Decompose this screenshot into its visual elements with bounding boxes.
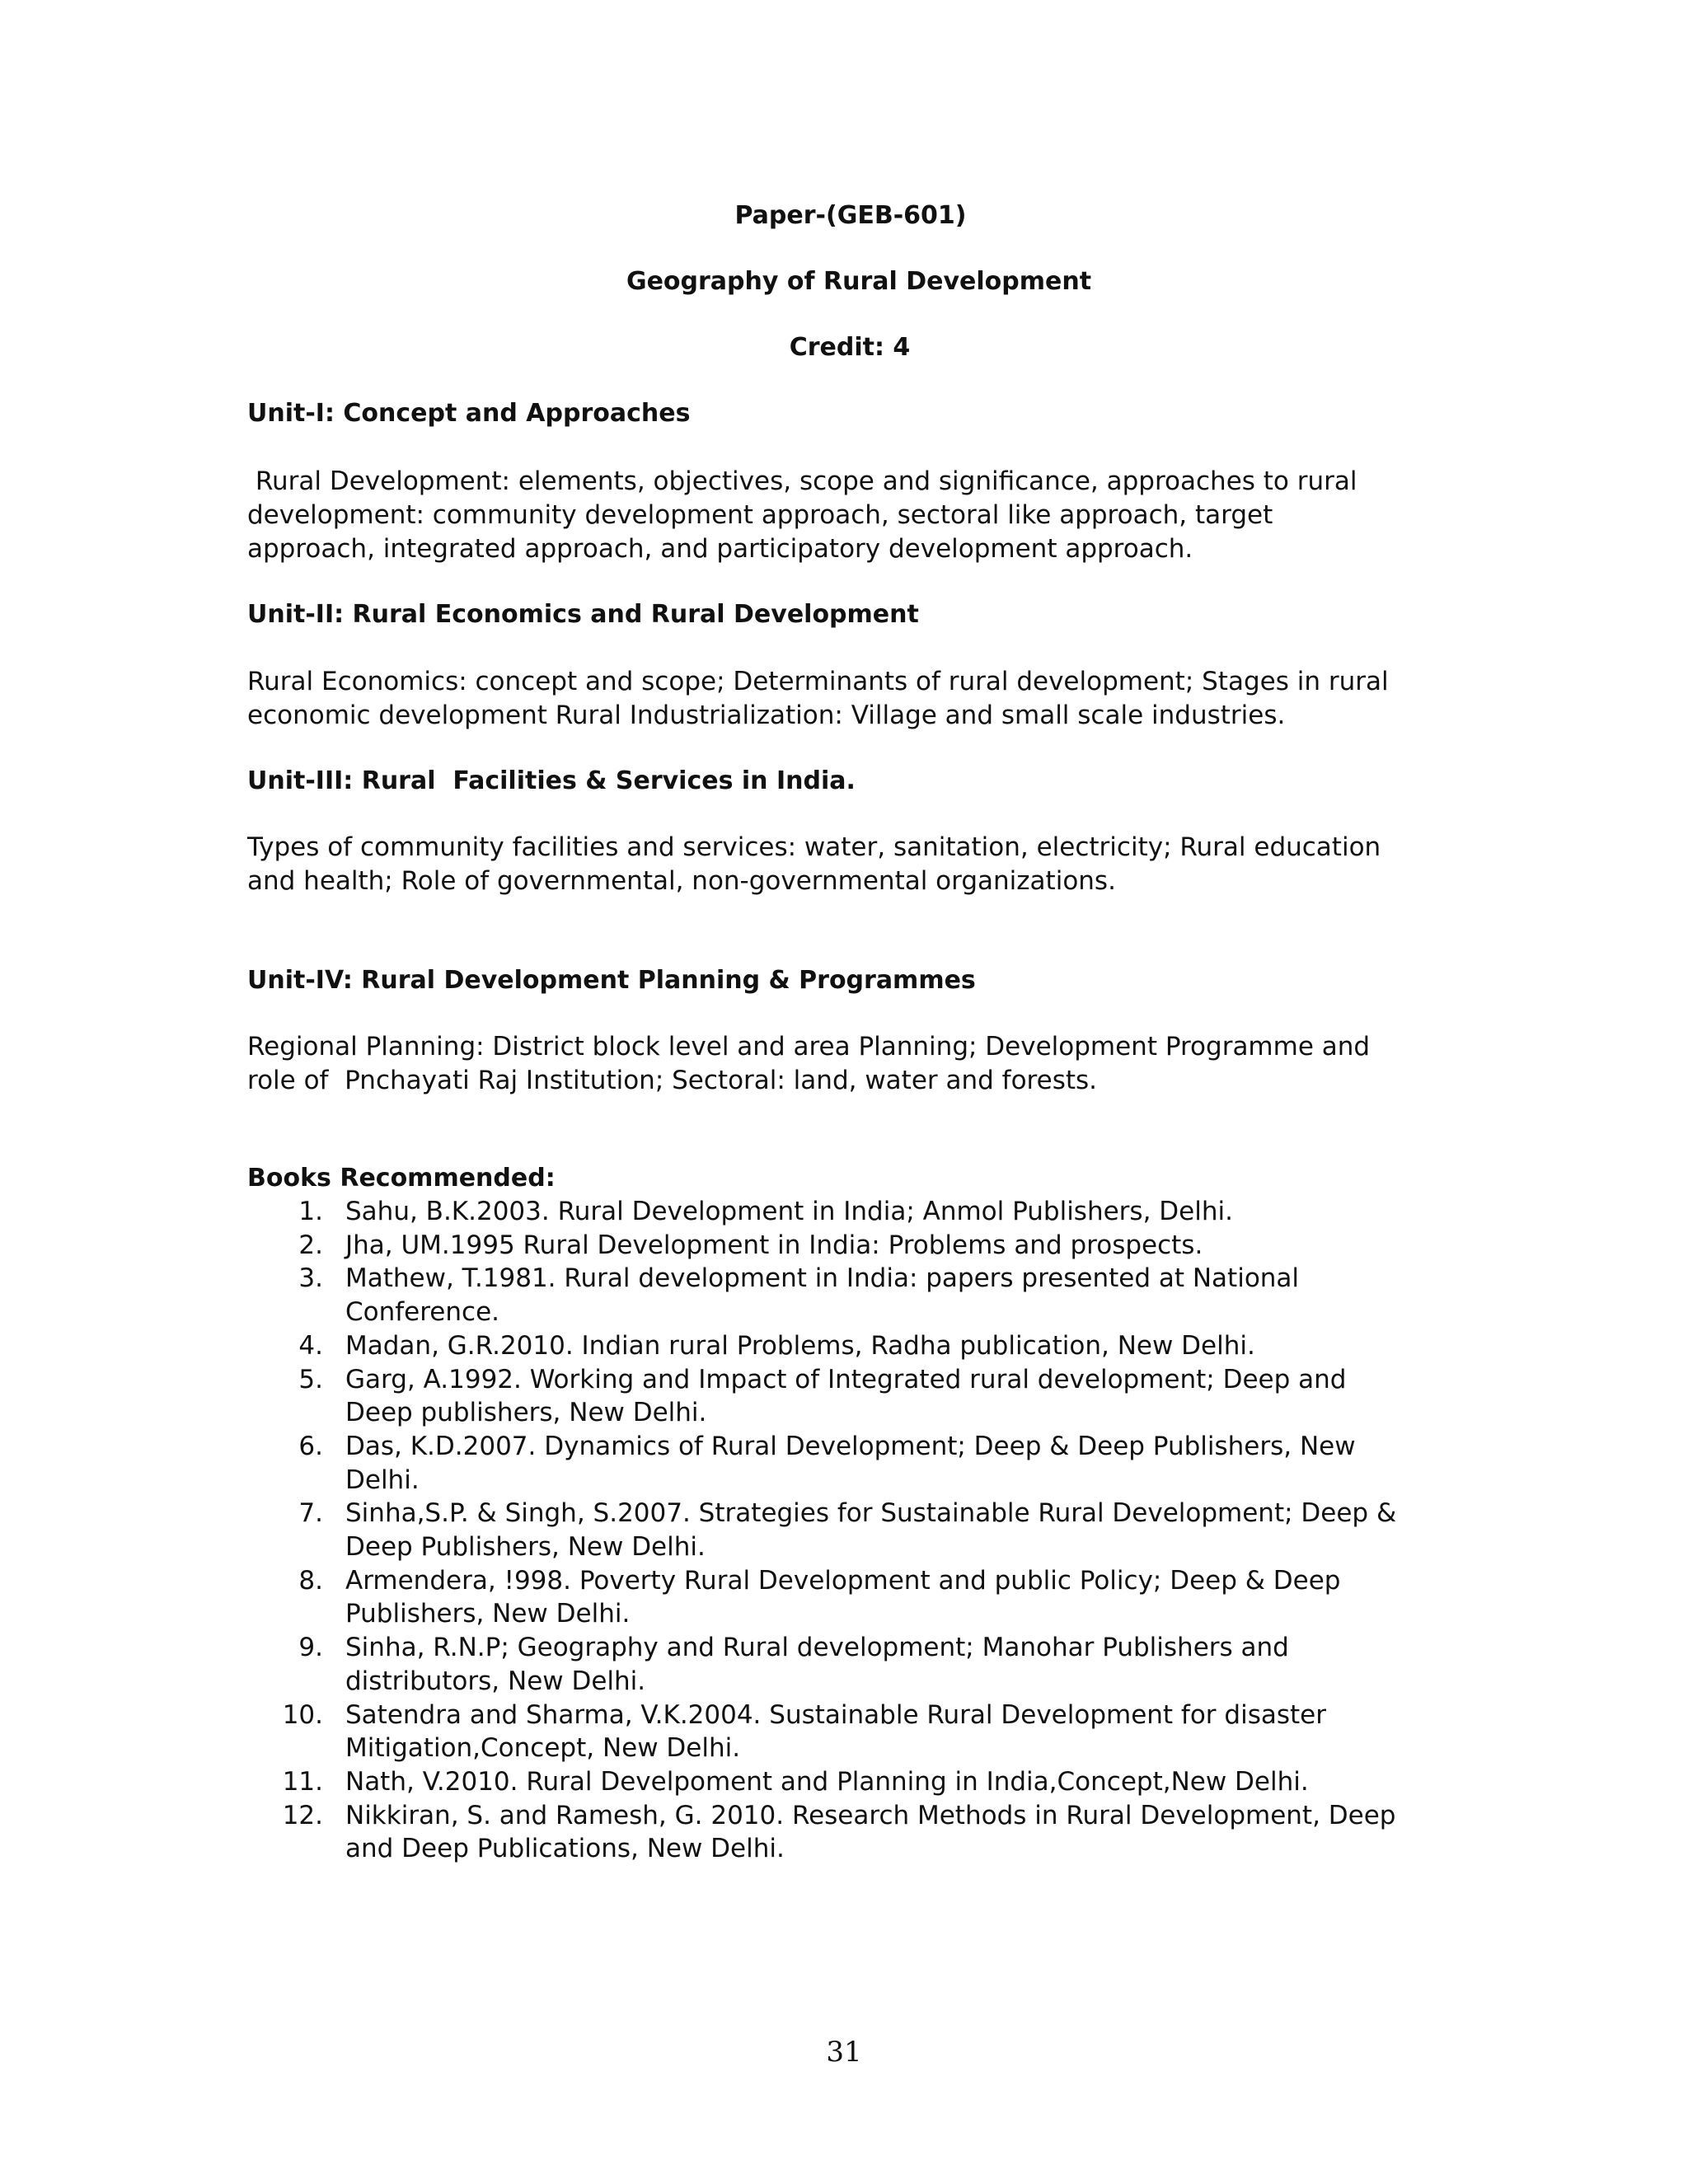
book-item [247,1765,1451,1799]
book-text: Sinha, R.N.P; Geography and Rural development; Manohar Publishers and [345,1633,1289,1663]
book-item [247,1363,1451,1430]
book-text: Jha, UM.1995 Rural Development in India: Problems and prospects. [345,1230,1203,1260]
book-item [247,1699,1451,1765]
book-item [247,1799,1451,1866]
book-item [247,1430,1451,1497]
book-item [247,1229,1451,1263]
page-number: 31 [826,2036,862,2069]
book-text: Mathew, T.1981. Rural development in India: papers presented at National [345,1263,1300,1294]
books-heading: Books Recommended: [247,1164,556,1193]
book-text: Das, K.D.2007. Dynamics of Rural Development; Deep & Deep Publishers, New [345,1431,1356,1461]
unit-3-line: Types of community facilities and services: water, sanitation, electricity; Rural education [247,832,1381,862]
book-number: 7. [298,1498,323,1529]
book-text: Publishers, New Delhi. [345,1599,631,1629]
book-item [247,1497,1451,1563]
book-text: Deep Publishers, New Delhi. [345,1532,706,1563]
unit-1-heading: Unit-I: Concept and Approaches [247,399,691,428]
book-text: Sahu, B.K.2003. Rural Development in India; Anmol Publishers, Delhi. [345,1197,1233,1226]
unit-4-line: role of Pnchayati Raj Institution; Sectoral: land, water and forests. [247,1066,1098,1095]
book-item [247,1195,1451,1229]
book-text: and Deep Publications, New Delhi. [345,1834,785,1864]
book-number: 5. [298,1364,323,1394]
unit-1-line: approach, integrated approach, and participatory development approach. [247,534,1193,564]
paper-code-heading: Paper-(GEB-601) [734,201,967,230]
book-text: Madan, G.R.2010. Indian rural Problems, Radha publication, New Delhi. [345,1330,1255,1361]
unit-4-heading: Unit-IV: Rural Development Planning & Programmes [247,966,976,995]
unit-1-line: development: community development approach, sectoral like approach, target [247,500,1273,530]
book-text: Conference. [345,1297,499,1328]
book-number: 2. [298,1230,323,1260]
book-item [247,1262,1451,1329]
book-text: Sinha,S.P. & Singh, S.2007. Strategies for Sustainable Rural Development; Deep & [345,1498,1397,1529]
book-text: Armendera, !998. Poverty Rural Development and public Policy; Deep & Deep [345,1565,1341,1596]
unit-3-description [247,831,1451,898]
unit-2-heading: Unit-II: Rural Economics and Rural Development [247,600,919,629]
book-number: 9. [298,1633,323,1663]
unit-2-description [247,665,1451,733]
book-number: 10. [282,1699,323,1730]
book-text: Garg, A.1992. Working and Impact of Integrated rural development; Deep and [345,1364,1347,1394]
unit-3-line: and health; Role of governmental, non-governmental organizations. [247,866,1116,896]
book-number: 6. [298,1431,323,1461]
book-number: 12. [282,1800,323,1830]
unit-4-line: Regional Planning: District block level and area Planning; Development Programme and [247,1032,1371,1062]
book-text: Nath, V.2010. Rural Develpoment and Planning in India,Concept,New Delhi. [345,1766,1309,1797]
book-text: Delhi. [345,1465,420,1495]
unit-1-description [247,465,1451,566]
unit-2-line: Rural Economics: concept and scope; Determinants of rural development; Stages in rural [247,667,1389,696]
book-text: Satendra and Sharma, V.K.2004. Sustainable Rural Development for disaster [345,1699,1326,1730]
credit-heading: Credit: 4 [789,333,911,362]
unit-4-description [247,1030,1451,1098]
book-text: Mitigation,Concept, New Delhi. [345,1733,741,1764]
book-text: distributors, New Delhi. [345,1666,646,1696]
book-number: 11. [282,1766,323,1797]
unit-2-line: economic development Rural Industrialization: Village and small scale industries. [247,701,1286,730]
book-number: 8. [298,1565,323,1596]
book-number: 4. [298,1330,323,1361]
book-text: Nikkiran, S. and Ramesh, G. 2010. Research Methods in Rural Development, Deep [345,1800,1396,1830]
book-item [247,1329,1451,1363]
books-list [247,1195,1451,1866]
book-text: Deep publishers, New Delhi. [345,1398,707,1428]
book-item [247,1631,1451,1698]
book-item [247,1564,1451,1631]
course-title-heading: Geography of Rural Development [626,267,1092,296]
book-number: 1. [298,1197,323,1226]
unit-1-line: Rural Development: elements, objectives, scope and significance, approaches to rural [247,466,1357,496]
book-number: 3. [298,1263,323,1294]
unit-3-heading: Unit-III: Rural Facilities & Services in India. [247,766,856,795]
